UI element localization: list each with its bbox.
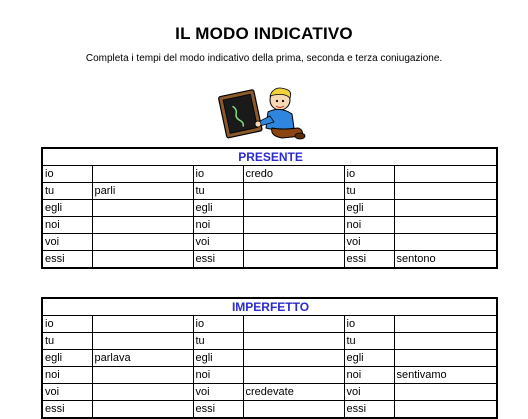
verb-answer-cell[interactable] — [243, 200, 344, 217]
table-row — [42, 367, 497, 384]
pronoun-cell: noi — [42, 217, 92, 234]
verb-answer-cell[interactable] — [394, 183, 497, 200]
pronoun-cell: tu — [193, 333, 243, 350]
table-row — [42, 350, 497, 367]
verb-answer-cell[interactable]: parli — [92, 183, 193, 200]
pronoun-cell: voi — [344, 384, 394, 401]
pronoun-cell: egli — [193, 350, 243, 367]
verb-answer-cell[interactable]: credevate — [243, 384, 344, 401]
verb-answer-cell[interactable] — [243, 316, 344, 333]
verb-answer-cell[interactable] — [394, 333, 497, 350]
verb-answer-cell[interactable] — [243, 251, 344, 269]
table-row — [42, 183, 497, 200]
verb-answer-cell[interactable] — [394, 384, 497, 401]
verb-answer-cell[interactable] — [92, 200, 193, 217]
verb-answer-cell[interactable] — [243, 183, 344, 200]
pronoun-cell: noi — [344, 217, 394, 234]
pronoun-cell: tu — [42, 333, 92, 350]
table-row — [42, 333, 497, 350]
instructions: Completa i tempi del modo indicativo della prima, seconda e terza coniugazione. — [85, 53, 443, 64]
pronoun-cell: essi — [193, 401, 243, 419]
verb-answer-cell[interactable] — [394, 217, 497, 234]
verb-answer-cell[interactable] — [92, 316, 193, 333]
table-row — [42, 401, 497, 419]
table-row — [42, 384, 497, 401]
pronoun-cell: egli — [42, 350, 92, 367]
verb-answer-cell[interactable] — [92, 367, 193, 384]
page-title: IL MODO INDICATIVO — [175, 24, 353, 43]
verb-answer-cell[interactable] — [92, 384, 193, 401]
table-row — [42, 251, 497, 269]
pronoun-cell: essi — [193, 251, 243, 269]
verb-answer-cell[interactable] — [394, 200, 497, 217]
pronoun-cell: tu — [42, 183, 92, 200]
pronoun-cell: egli — [344, 350, 394, 367]
pronoun-cell: tu — [344, 333, 394, 350]
pronoun-cell: noi — [193, 217, 243, 234]
verb-answer-cell[interactable] — [92, 333, 193, 350]
verb-answer-cell[interactable] — [92, 401, 193, 419]
pronoun-cell: noi — [193, 367, 243, 384]
pronoun-cell: noi — [42, 367, 92, 384]
table-row — [42, 200, 497, 217]
pronoun-cell: essi — [42, 401, 92, 419]
child-with-slate-icon — [214, 84, 310, 140]
verb-answer-cell[interactable] — [394, 401, 497, 419]
verb-answer-cell[interactable] — [243, 367, 344, 384]
table-row — [42, 234, 497, 251]
verb-answer-cell[interactable]: credo — [243, 166, 344, 183]
verb-answer-cell[interactable] — [243, 401, 344, 419]
pronoun-cell: egli — [193, 200, 243, 217]
pronoun-cell: io — [42, 316, 92, 333]
pronoun-cell: voi — [193, 384, 243, 401]
pronoun-cell: egli — [42, 200, 92, 217]
verb-answer-cell[interactable] — [243, 333, 344, 350]
pronoun-cell: io — [344, 316, 394, 333]
pronoun-cell: essi — [344, 401, 394, 419]
pronoun-cell: io — [42, 166, 92, 183]
verb-answer-cell[interactable] — [243, 350, 344, 367]
pronoun-cell: egli — [344, 200, 394, 217]
verb-answer-cell[interactable]: sentivamo — [394, 367, 497, 384]
pronoun-cell: voi — [344, 234, 394, 251]
table-heading-imperfetto: IMPERFETTO — [42, 298, 497, 316]
verb-answer-cell[interactable] — [92, 217, 193, 234]
table-imperfetto — [41, 297, 498, 419]
table-presente — [41, 147, 498, 269]
verb-answer-cell[interactable] — [394, 316, 497, 333]
verb-answer-cell[interactable] — [92, 234, 193, 251]
verb-answer-cell[interactable] — [394, 350, 497, 367]
pronoun-cell: io — [344, 166, 394, 183]
table-row — [42, 166, 497, 183]
pronoun-cell: voi — [42, 234, 92, 251]
pronoun-cell: io — [193, 316, 243, 333]
verb-answer-cell[interactable] — [243, 217, 344, 234]
pronoun-cell: tu — [193, 183, 243, 200]
pronoun-cell: voi — [193, 234, 243, 251]
verb-answer-cell[interactable] — [243, 234, 344, 251]
verb-answer-cell[interactable] — [394, 166, 497, 183]
table-row — [42, 217, 497, 234]
pronoun-cell: voi — [42, 384, 92, 401]
pronoun-cell: essi — [344, 251, 394, 269]
table-heading-presente: PRESENTE — [42, 148, 497, 166]
verb-answer-cell[interactable] — [394, 234, 497, 251]
table-row — [42, 316, 497, 333]
pronoun-cell: tu — [344, 183, 394, 200]
verb-answer-cell[interactable]: sentono — [394, 251, 497, 269]
verb-answer-cell[interactable] — [92, 166, 193, 183]
pronoun-cell: essi — [42, 251, 92, 269]
pronoun-cell: io — [193, 166, 243, 183]
pronoun-cell: noi — [344, 367, 394, 384]
verb-answer-cell[interactable]: parlava — [92, 350, 193, 367]
verb-answer-cell[interactable] — [92, 251, 193, 269]
